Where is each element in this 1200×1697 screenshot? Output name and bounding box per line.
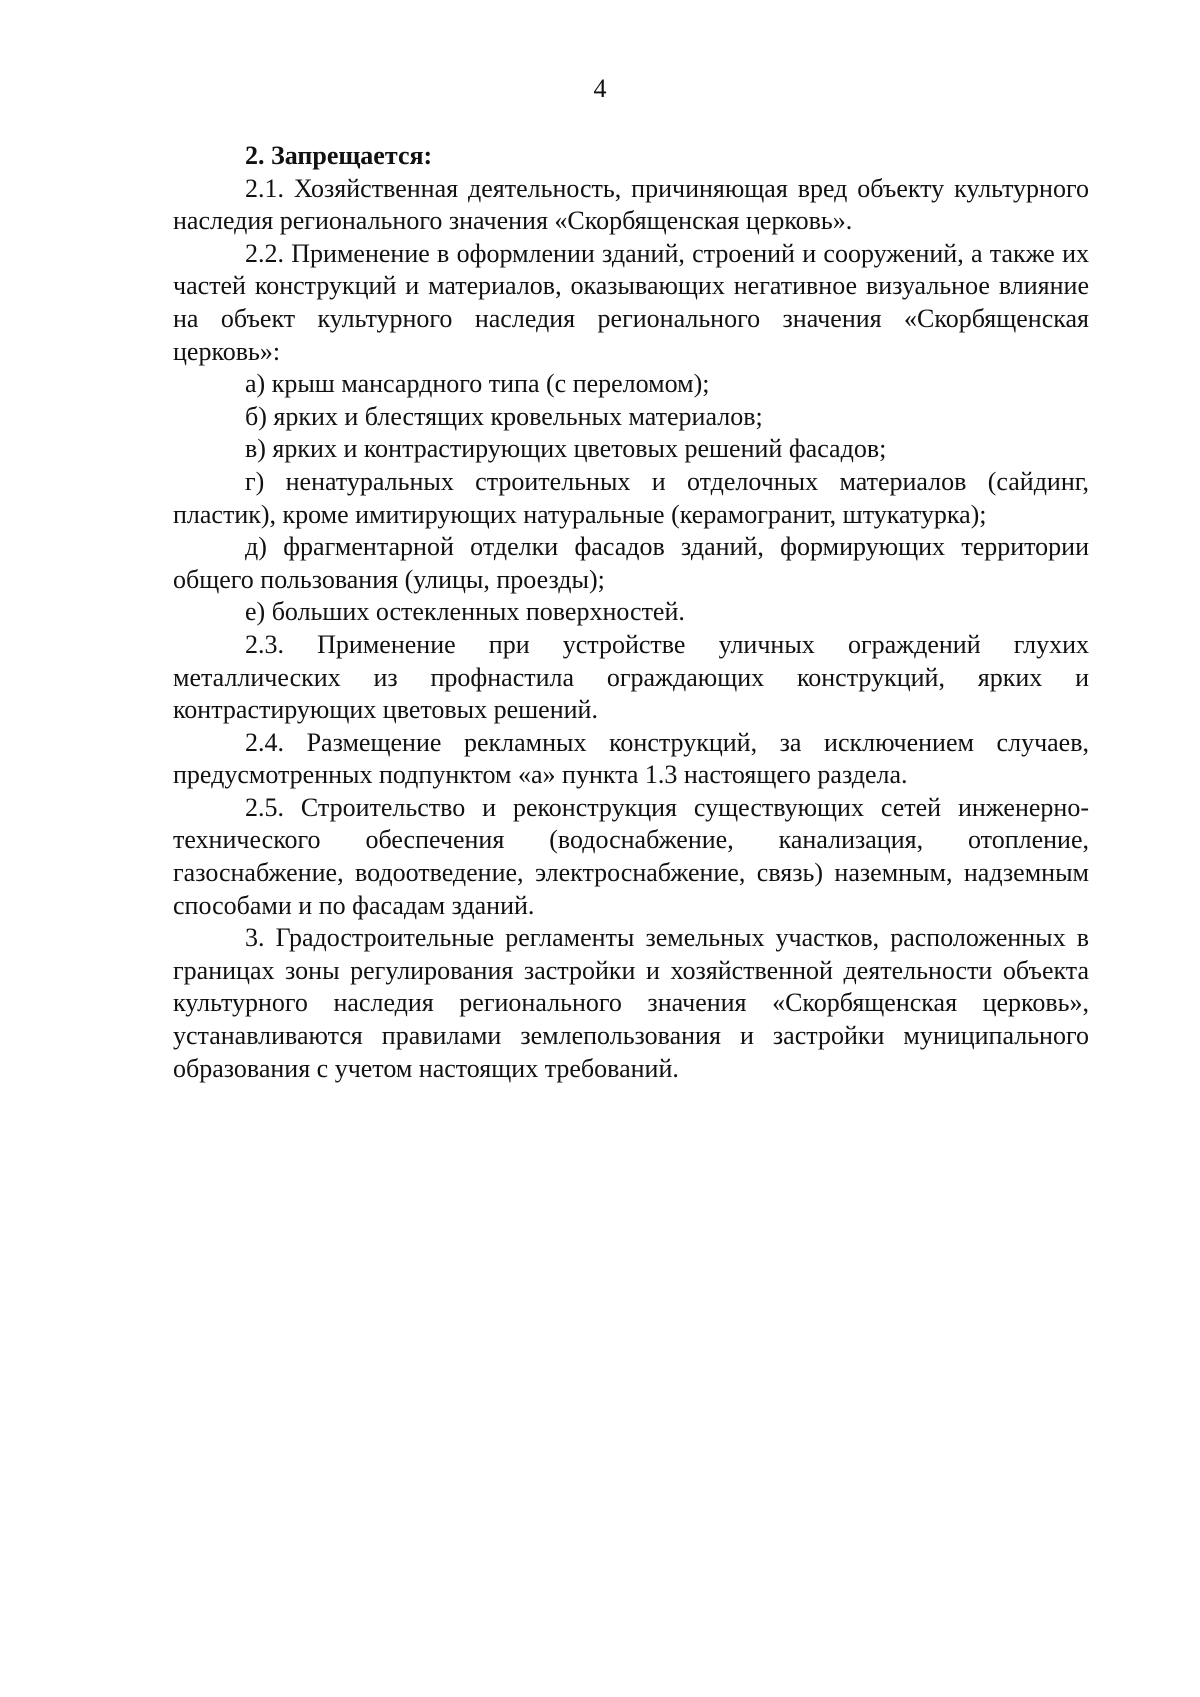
list-item-a: а) крыш мансардного типа (с переломом);: [245, 369, 710, 399]
list-item-d: д) фрагментарной отделки фасадов зданий, формирующих территории общего пользования (улицы, проезды);: [173, 532, 1089, 594]
list-item-g: г) ненатуральных строительных и отделочных материалов (сайдинг, пластик), кроме имитирующих натуральные (керамогранит, штукатурка);: [173, 466, 1089, 529]
list-item-e: е) больших остекленных поверхностей.: [245, 597, 685, 627]
paragraph-2-1: 2.1. Хозяйственная деятельность, причиняющая вред объекту культурного наследия регионального значения «Скорбященская церковь».: [173, 173, 1089, 236]
paragraph-2-3: 2.3. Применение при устройстве уличных ограждений глухих металлических из профнастила ограждающих конструкций, ярких и контрастирующих цветовых решений.: [173, 629, 1089, 725]
list-item-b: б) ярких и блестящих кровельных материалов;: [245, 401, 763, 431]
paragraph-2-4: 2.4. Размещение рекламных конструкций, за исключением случаев, предусмотренных подпунктом «а» пункта 1.3 настоящего раздела.: [173, 727, 1089, 790]
paragraph-3: 3. Градостроительные регламенты земельных участков, расположенных в границах зоны регулирования застройки и хозяйственной деятельности объекта культурного наследия регионального значения «Скорбященская церковь», устанавливаются правилами землепользования и застройки муниципального образования с учетом настоящих требований.: [173, 923, 1089, 1083]
page-number: 4: [593, 74, 607, 103]
section-heading: 2. Запрещается:: [245, 141, 433, 170]
list-item-v: в) ярких и контрастирующих цветовых решений фасадов;: [245, 434, 887, 464]
paragraph-2-2: 2.2. Применение в оформлении зданий, строений и сооружений, а также их частей конструкций и материалов, оказывающих негативное визуальное влияние на объект культурного наследия регионального значения «Скорбященская церковь»:: [173, 238, 1089, 366]
document-body: [173, 140, 1089, 1085]
paragraph-2-5: 2.5. Строительство и реконструкция существующих сетей инженерно-технического обеспечения (водоснабжение, канализация, отопление, газоснабжение, водоотведение, электроснабжение, связь) наземным, надземным способами и по фасадам зданий.: [173, 792, 1089, 920]
